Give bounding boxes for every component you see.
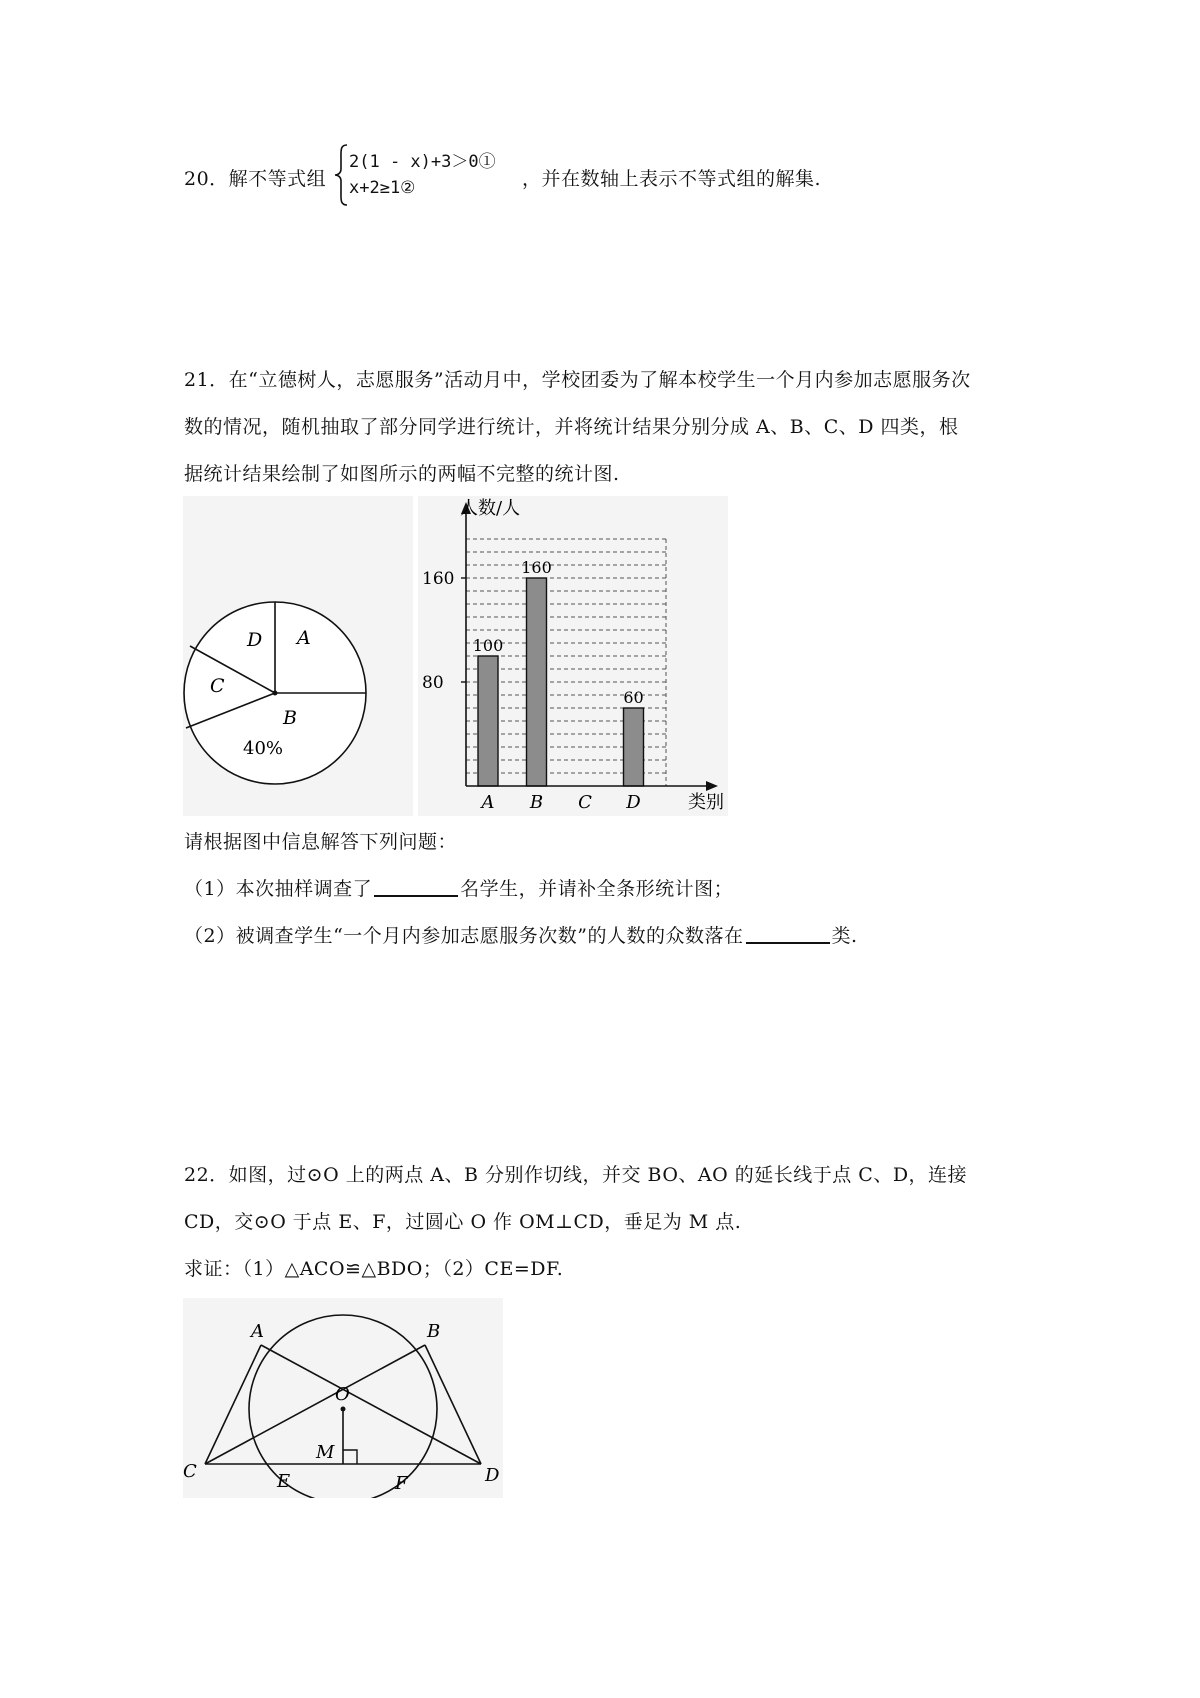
q21-sub1-blank[interactable] — [374, 877, 458, 897]
x-axis-label: 类别 — [688, 792, 724, 813]
y-tick-label: 80 — [422, 673, 444, 693]
center-dot — [341, 1407, 346, 1412]
pie-label-b: B — [283, 707, 297, 729]
label-f: F — [395, 1473, 408, 1494]
q20-inequality-2: x+2≥1② — [349, 178, 416, 198]
q20-suffix: ，并在数轴上表示不等式组的解集. — [522, 168, 822, 190]
q21-sub2-before: （2）被调查学生“一个月内参加志愿服务次数”的人数的众数落在 — [184, 925, 744, 947]
pie-center-dot — [273, 691, 278, 696]
q22-text-line-2: CD，交⊙O 于点 E、F，过圆心 O 作 OM⊥CD，垂足为 M 点. — [184, 1211, 742, 1233]
y-tick-label: 160 — [422, 569, 455, 589]
q21-sub2-after: 类. — [831, 925, 858, 947]
label-a: A — [251, 1321, 264, 1342]
pie-percent-label: 40% — [243, 738, 284, 759]
label-e: E — [277, 1471, 291, 1492]
q20-inequality-1: 2(1 - x)+3＞0① — [349, 152, 496, 172]
pie-chart — [183, 496, 413, 816]
pie-label-a: A — [297, 627, 311, 649]
q21-sub1-before: （1）本次抽样调查了 — [184, 878, 373, 900]
bar-a — [478, 656, 498, 786]
data-label-d: 60 — [623, 688, 644, 707]
q21-prompt: 请根据图中信息解答下列问题： — [184, 831, 458, 853]
data-label-a: 100 — [472, 636, 504, 655]
left-brace-icon — [333, 143, 349, 207]
label-d: D — [485, 1465, 500, 1486]
label-b: B — [427, 1321, 441, 1342]
label-m: M — [316, 1442, 335, 1463]
y-axis-label: 人数/人 — [460, 498, 521, 519]
pie-label-c: C — [210, 675, 225, 697]
q21-sub2-blank[interactable] — [746, 924, 830, 944]
x-tick-label-a: A — [481, 792, 495, 813]
q21-text-line-1: 21．在“立德树人，志愿服务”活动月中，学校团委为了解本校学生一个月内参加志愿服务次 — [184, 369, 971, 391]
q20-inequality-system — [333, 143, 513, 207]
data-label-b: 160 — [521, 558, 552, 577]
bar-d — [624, 708, 644, 786]
bar-chart — [418, 496, 728, 816]
q22-text-line-1: 22．如图，过⊙O 上的两点 A、B 分别作切线，并交 BO、AO 的延长线于点 C、D，连接 — [184, 1164, 968, 1186]
q21-text-line-3: 据统计结果绘制了如图所示的两幅不完整的统计图. — [184, 463, 620, 485]
label-o: O — [335, 1384, 350, 1405]
pie-label-d: D — [247, 629, 263, 651]
x-tick-label-c: C — [578, 792, 592, 813]
x-tick-label-b: B — [529, 792, 544, 813]
x-tick-label-d: D — [626, 792, 641, 813]
q21-sub1 — [184, 874, 733, 901]
geometry-figure — [183, 1298, 503, 1498]
label-c: C — [183, 1461, 197, 1482]
q20-prefix: 20．解不等式组 — [184, 168, 327, 190]
bar-b — [527, 578, 547, 786]
q21-sub1-after: 名学生，并请补全条形统计图； — [460, 878, 734, 900]
q21-text-line-2: 数的情况，随机抽取了部分同学进行统计，并将统计结果分别分成 A、B、C、D 四类，根 — [184, 416, 959, 438]
q22-text-line-3: 求证：（1）△ACO≌△BDO；（2）CE=DF. — [184, 1258, 564, 1280]
q21-sub2 — [184, 921, 858, 948]
